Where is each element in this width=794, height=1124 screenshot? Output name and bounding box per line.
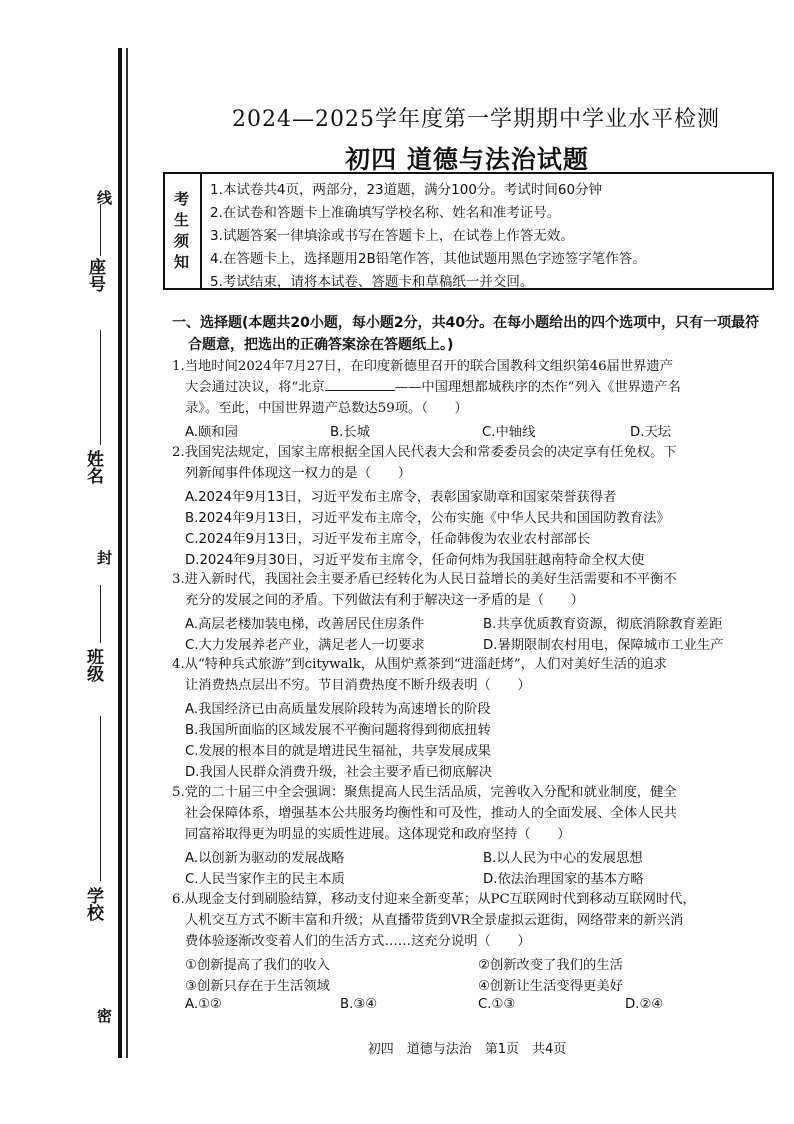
q4-option-c: C.发展的根本目的就是增进民生福祉，共享发展成果 [185, 744, 492, 759]
notice-heading-char: 考 [173, 190, 189, 208]
q6-statement: ④创新让生活变得更美好 [478, 979, 623, 994]
q1-option-d: D.天坛 [630, 425, 672, 440]
subject-title: 初四 道德与法治试题 [345, 145, 589, 174]
notice-item: 3.试题答案一律填涂或书写在答题卡上，在试卷上作答无效。 [210, 228, 574, 244]
notice-item: 1.本试卷共4页，两部分，23道题，满分100分。考试时间60分钟 [210, 182, 603, 198]
q6-option-d: D.②④ [625, 997, 664, 1012]
seal-feng-char: 封 [95, 550, 113, 565]
notice-heading-char: 须 [173, 232, 189, 250]
name-label: 姓名 [83, 450, 103, 484]
q1-answer-blank [325, 378, 395, 391]
section-title-line: 一、选择题(本题共20小题，每小题2分，共40分。在每小题给出的四个选项中，只有一项最符 [172, 315, 760, 331]
q1-stem-line: 1.当地时间2024年7月27日，在印度新德里召开的联合国教科文组织第46届世界遗产 [172, 359, 674, 374]
notice-item: 5.考试结束，请将本试卷、答题卡和草稿纸一并交回。 [210, 274, 534, 290]
q6-stem-line: 人机交互方式不断丰富和升级；从直播带货到VR全景虚拟云逛街，网络带来的新兴消 [185, 913, 684, 928]
q6-option-a: A.①② [185, 997, 222, 1012]
seal-mi-char: 密 [95, 1008, 113, 1023]
q6-option-c: C.①③ [478, 997, 516, 1012]
q5-option-b: B.以人民为中心的发展思想 [483, 851, 643, 866]
class-blank-line [100, 585, 101, 643]
q1-option-a: A.颐和园 [185, 425, 238, 440]
q4-option-d: D.我国人民群众消费升级，社会主要矛盾已彻底解决 [185, 765, 492, 780]
q3-option-b: B.共享优质教育资源，彻底消除教育差距 [483, 617, 723, 632]
q2-option-b: B.2024年9月13日，习近平发布主席令，公布实施《中华人民共和国国防教育法》 [185, 511, 670, 526]
notice-item: 4.在答题卡上，选择题用2B铅笔作答，其他试题用黑色字迹签字笔作答。 [210, 251, 646, 267]
q4-stem-line: 让消费热点层出不穷。节目消费热度不断升级表明（ ） [185, 678, 531, 693]
q1-option-b: B.长城 [330, 425, 370, 440]
q2-option-d: D.2024年9月30日，习近平发布主席令，任命何炜为我国驻越南特命全权大使 [185, 553, 645, 568]
q5-stem-line: 5.党的二十届三中全会强调：聚焦提高人民生活品质，完善收入分配和就业制度，健全 [172, 785, 677, 800]
notice-heading [163, 172, 202, 290]
q3-option-c: C.大力发展养老产业，满足老人一切要求 [185, 638, 425, 653]
page-footer: 初四 道德与法治 第1页 共4页 [367, 1042, 567, 1057]
q1-stem-line [185, 378, 768, 397]
q1-stem-text: 大会通过决议，将“北京 [185, 380, 325, 395]
q1-option-c: C.中轴线 [482, 425, 536, 440]
q6-option-b: B.③④ [340, 997, 378, 1012]
class-label: 班级 [83, 648, 103, 682]
q2-option-a: A.2024年9月13日，习近平发布主席令，表彰国家勋章和国家荣誉获得者 [185, 490, 617, 505]
q3-stem-line: 3.进入新时代，我国社会主要矛盾已经转化为人民日益增长的美好生活需要和不平衡不 [172, 572, 677, 587]
q4-stem-line: 4.从“特种兵式旅游”到citywalk，从围炉煮茶到“进淄赶烤”，人们对美好生活的追求 [172, 657, 667, 672]
exam-title: 2024—2025学年度第一学期期中学业水平检测 [232, 107, 720, 132]
q5-stem-line: 同富裕取得更为明显的实质性进展。这体现党和政府坚持（ ） [185, 827, 571, 842]
seat-label: 座号 [85, 258, 105, 292]
q2-stem-line: 列新闻事件体现这一权力的是（ ） [185, 466, 412, 481]
q2-stem-line: 2.我国宪法规定，国家主席根据全国人民代表大会和常委委员会的决定享有任免权。下 [172, 445, 677, 460]
q3-option-a: A.高层老楼加装电梯，改善居民住房条件 [185, 617, 425, 632]
name-blank-line [100, 330, 101, 445]
notice-item: 2.在试卷和答题卡上准确填写学校名称、姓名和准考证号。 [210, 205, 561, 221]
q1-stem-line: 录》。至此，中国世界遗产总数达59项。（ ） [185, 401, 468, 416]
binding-border-thick [118, 48, 122, 1058]
school-label: 学校 [83, 887, 103, 921]
section-title-line: 合题意，把选出的正确答案涂在答题纸上。) [188, 337, 454, 353]
section-title [172, 312, 768, 356]
school-blank-line [100, 716, 101, 881]
q6-stem-line: 6.从现金支付到刷脸结算，移动支付迎来全新变革；从PC互联网时代到移动互联网时代， [172, 892, 696, 907]
q2-option-c: C.2024年9月13日，习近平发布主席令，任命韩俊为农业农村部部长 [185, 532, 591, 547]
q5-option-c: C.人民当家作主的民主本质 [185, 872, 345, 887]
seal-line-char: 线 [95, 190, 113, 205]
notice-heading-char: 生 [173, 211, 189, 229]
q1-stem-text: ——中国理想都城秩序的杰作”列入《世界遗产名 [394, 380, 681, 395]
notice-heading-char: 知 [173, 253, 189, 271]
q6-statement: ②创新改变了我们的生活 [478, 958, 623, 973]
seat-blank-line [100, 204, 101, 256]
q4-option-b: B.我国所面临的区域发展不平衡问题将得到彻底扭转 [185, 723, 491, 738]
q5-stem-line: 社会保障体系，增强基本公共服务均衡性和可及性，推动人的全面发展、全体人民共 [185, 806, 677, 821]
q4-option-a: A.我国经济已由高质量发展阶段转为高速增长的阶段 [185, 702, 491, 717]
binding-border-thin [126, 48, 128, 1058]
q5-option-a: A.以创新为驱动的发展战略 [185, 851, 345, 866]
q5-option-d: D.依法治理国家的基本方略 [483, 872, 644, 887]
q6-statement: ①创新提高了我们的收入 [185, 958, 330, 973]
q6-stem-line: 费体验逐渐改变着人们的生活方式……这充分说明（ ） [185, 934, 531, 949]
q3-stem-line: 充分的发展之间的矛盾。下列做法有利于解决这一矛盾的是（ ） [185, 593, 584, 608]
q6-statement: ③创新只存在于生活领域 [185, 979, 330, 994]
q3-option-d: D.暑期限制农村用电，保障城市工业生产 [483, 638, 724, 653]
